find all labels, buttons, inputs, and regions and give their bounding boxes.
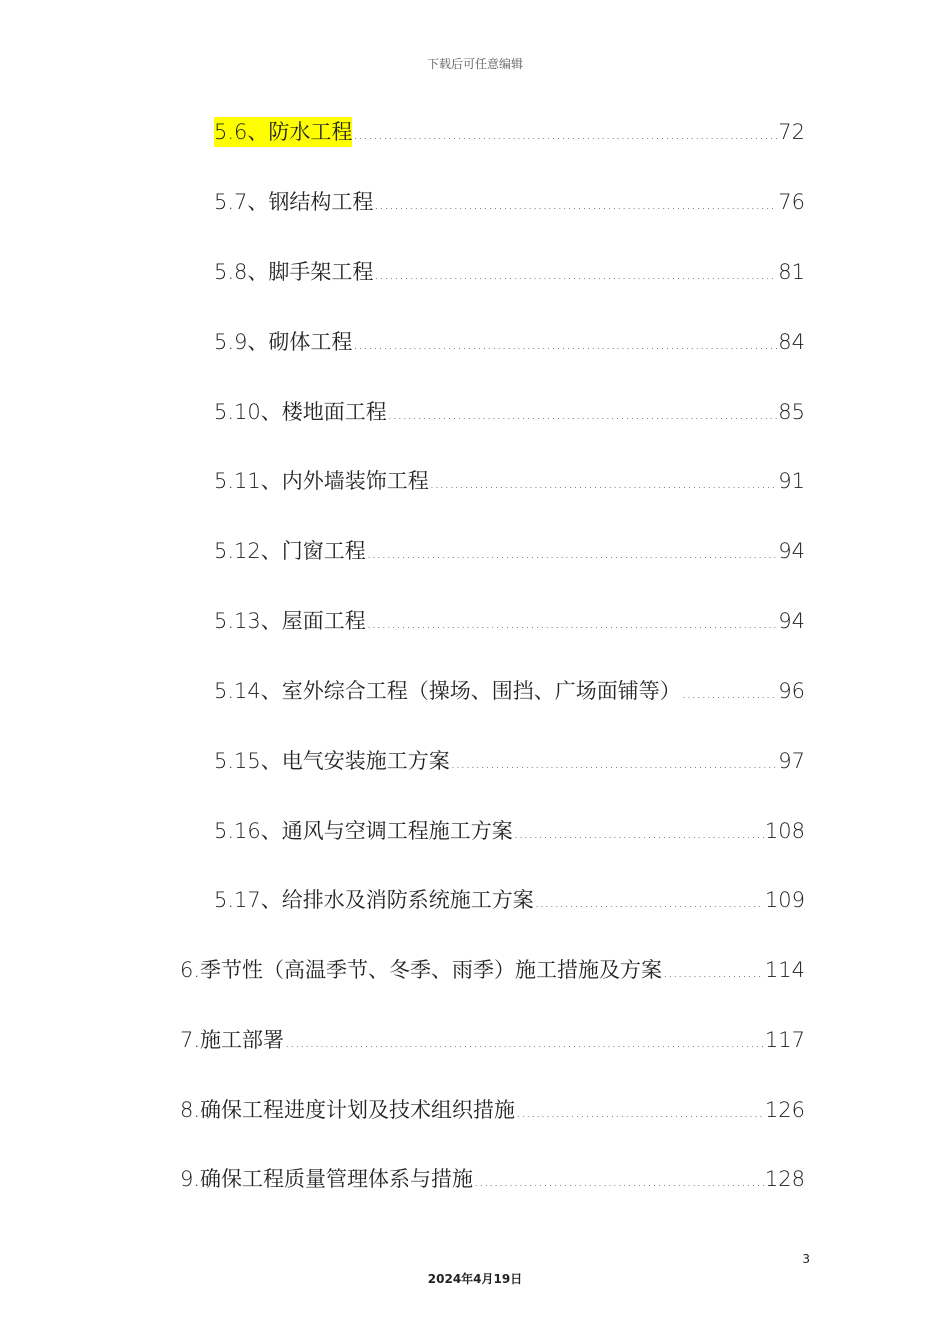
toc-entry-label: 5.6、防水工程 (214, 117, 352, 147)
toc-entry-label: 5.13、屋面工程 (214, 609, 366, 633)
toc-leader-dots (353, 120, 777, 150)
toc-entry[interactable] (214, 536, 805, 566)
toc-leader-dots (451, 749, 778, 779)
toc-entry-label: 6.季节性（高温季节、冬季、雨季）施工措施及方案 (180, 958, 663, 982)
toc-entry-label: 5.14、室外综合工程（操场、围挡、广场面铺等） (214, 679, 681, 703)
toc-entry-label: 5.15、电气安装施工方案 (214, 749, 450, 773)
toc-entry-page: 128 (764, 1167, 805, 1191)
toc-entry[interactable] (214, 606, 805, 636)
page-number: 3 (802, 1252, 810, 1266)
toc-entry-page: 91 (778, 469, 805, 493)
toc-entry[interactable] (180, 1025, 805, 1055)
toc-entry-label: 7.施工部署 (180, 1028, 285, 1052)
toc-entry[interactable] (214, 816, 805, 846)
toc-leader-dots (682, 679, 778, 709)
page-header-note: 下载后可任意编辑 (426, 57, 523, 71)
toc-entry[interactable] (214, 187, 805, 217)
toc-entry-label: 5.10、楼地面工程 (214, 400, 387, 424)
toc-leader-dots (663, 958, 764, 988)
toc-entry-page: 97 (778, 749, 805, 773)
toc-leader-dots (474, 1167, 764, 1197)
toc-entry-page: 94 (778, 609, 805, 633)
toc-entry[interactable] (214, 117, 805, 147)
toc-entry-page: 72 (778, 120, 805, 144)
toc-entry[interactable] (214, 676, 805, 706)
toc-entry-page: 76 (778, 190, 805, 214)
toc-entry-label: 5.16、通风与空调工程施工方案 (214, 819, 513, 843)
toc-leader-dots (430, 469, 778, 499)
toc-entry[interactable] (180, 1164, 805, 1194)
toc-entry-label: 5.12、门窗工程 (214, 539, 366, 563)
toc-entry[interactable] (214, 466, 805, 496)
toc-entry[interactable] (214, 327, 805, 357)
toc-entry-page: 85 (778, 400, 805, 424)
toc-entry-page: 84 (778, 330, 805, 354)
toc-leader-dots (535, 888, 764, 918)
toc-leader-dots (388, 400, 778, 430)
toc-leader-dots (516, 1098, 764, 1128)
toc-entry-page: 94 (778, 539, 805, 563)
footer-date: 2024年4月19日 (427, 1272, 523, 1286)
toc-entry-page: 81 (778, 260, 805, 284)
toc-entry[interactable] (214, 257, 805, 287)
toc-entry[interactable] (180, 1095, 805, 1125)
toc-entry[interactable] (214, 397, 805, 427)
toc-entry-page: 114 (764, 958, 805, 982)
toc-entry[interactable] (180, 955, 805, 985)
toc-entry-label: 5.7、钢结构工程 (214, 190, 374, 214)
toc-entry-page: 96 (778, 679, 805, 703)
toc-entry-page: 109 (764, 888, 805, 912)
toc-entry-label: 8.确保工程进度计划及技术组织措施 (180, 1098, 516, 1122)
toc-leader-dots (367, 609, 778, 639)
toc-leader-dots (374, 190, 777, 220)
toc-entry[interactable] (214, 885, 805, 915)
toc-entry[interactable] (214, 746, 805, 776)
toc-entry-label: 5.8、脚手架工程 (214, 260, 374, 284)
toc-entry-page: 126 (764, 1098, 805, 1122)
toc-leader-dots (367, 539, 778, 569)
toc-leader-dots (353, 330, 777, 360)
toc-leader-dots (514, 819, 764, 849)
toc-entry-page: 108 (764, 819, 805, 843)
toc-entry-label: 5.11、内外墙装饰工程 (214, 469, 429, 493)
toc-entry-label: 9.确保工程质量管理体系与措施 (180, 1167, 474, 1191)
toc-entry-label: 5.9、砌体工程 (214, 330, 353, 354)
toc-entry-page: 117 (764, 1028, 805, 1052)
toc-leader-dots (374, 260, 777, 290)
toc-entry-label: 5.17、给排水及消防系统施工方案 (214, 888, 534, 912)
toc-leader-dots (285, 1028, 764, 1058)
